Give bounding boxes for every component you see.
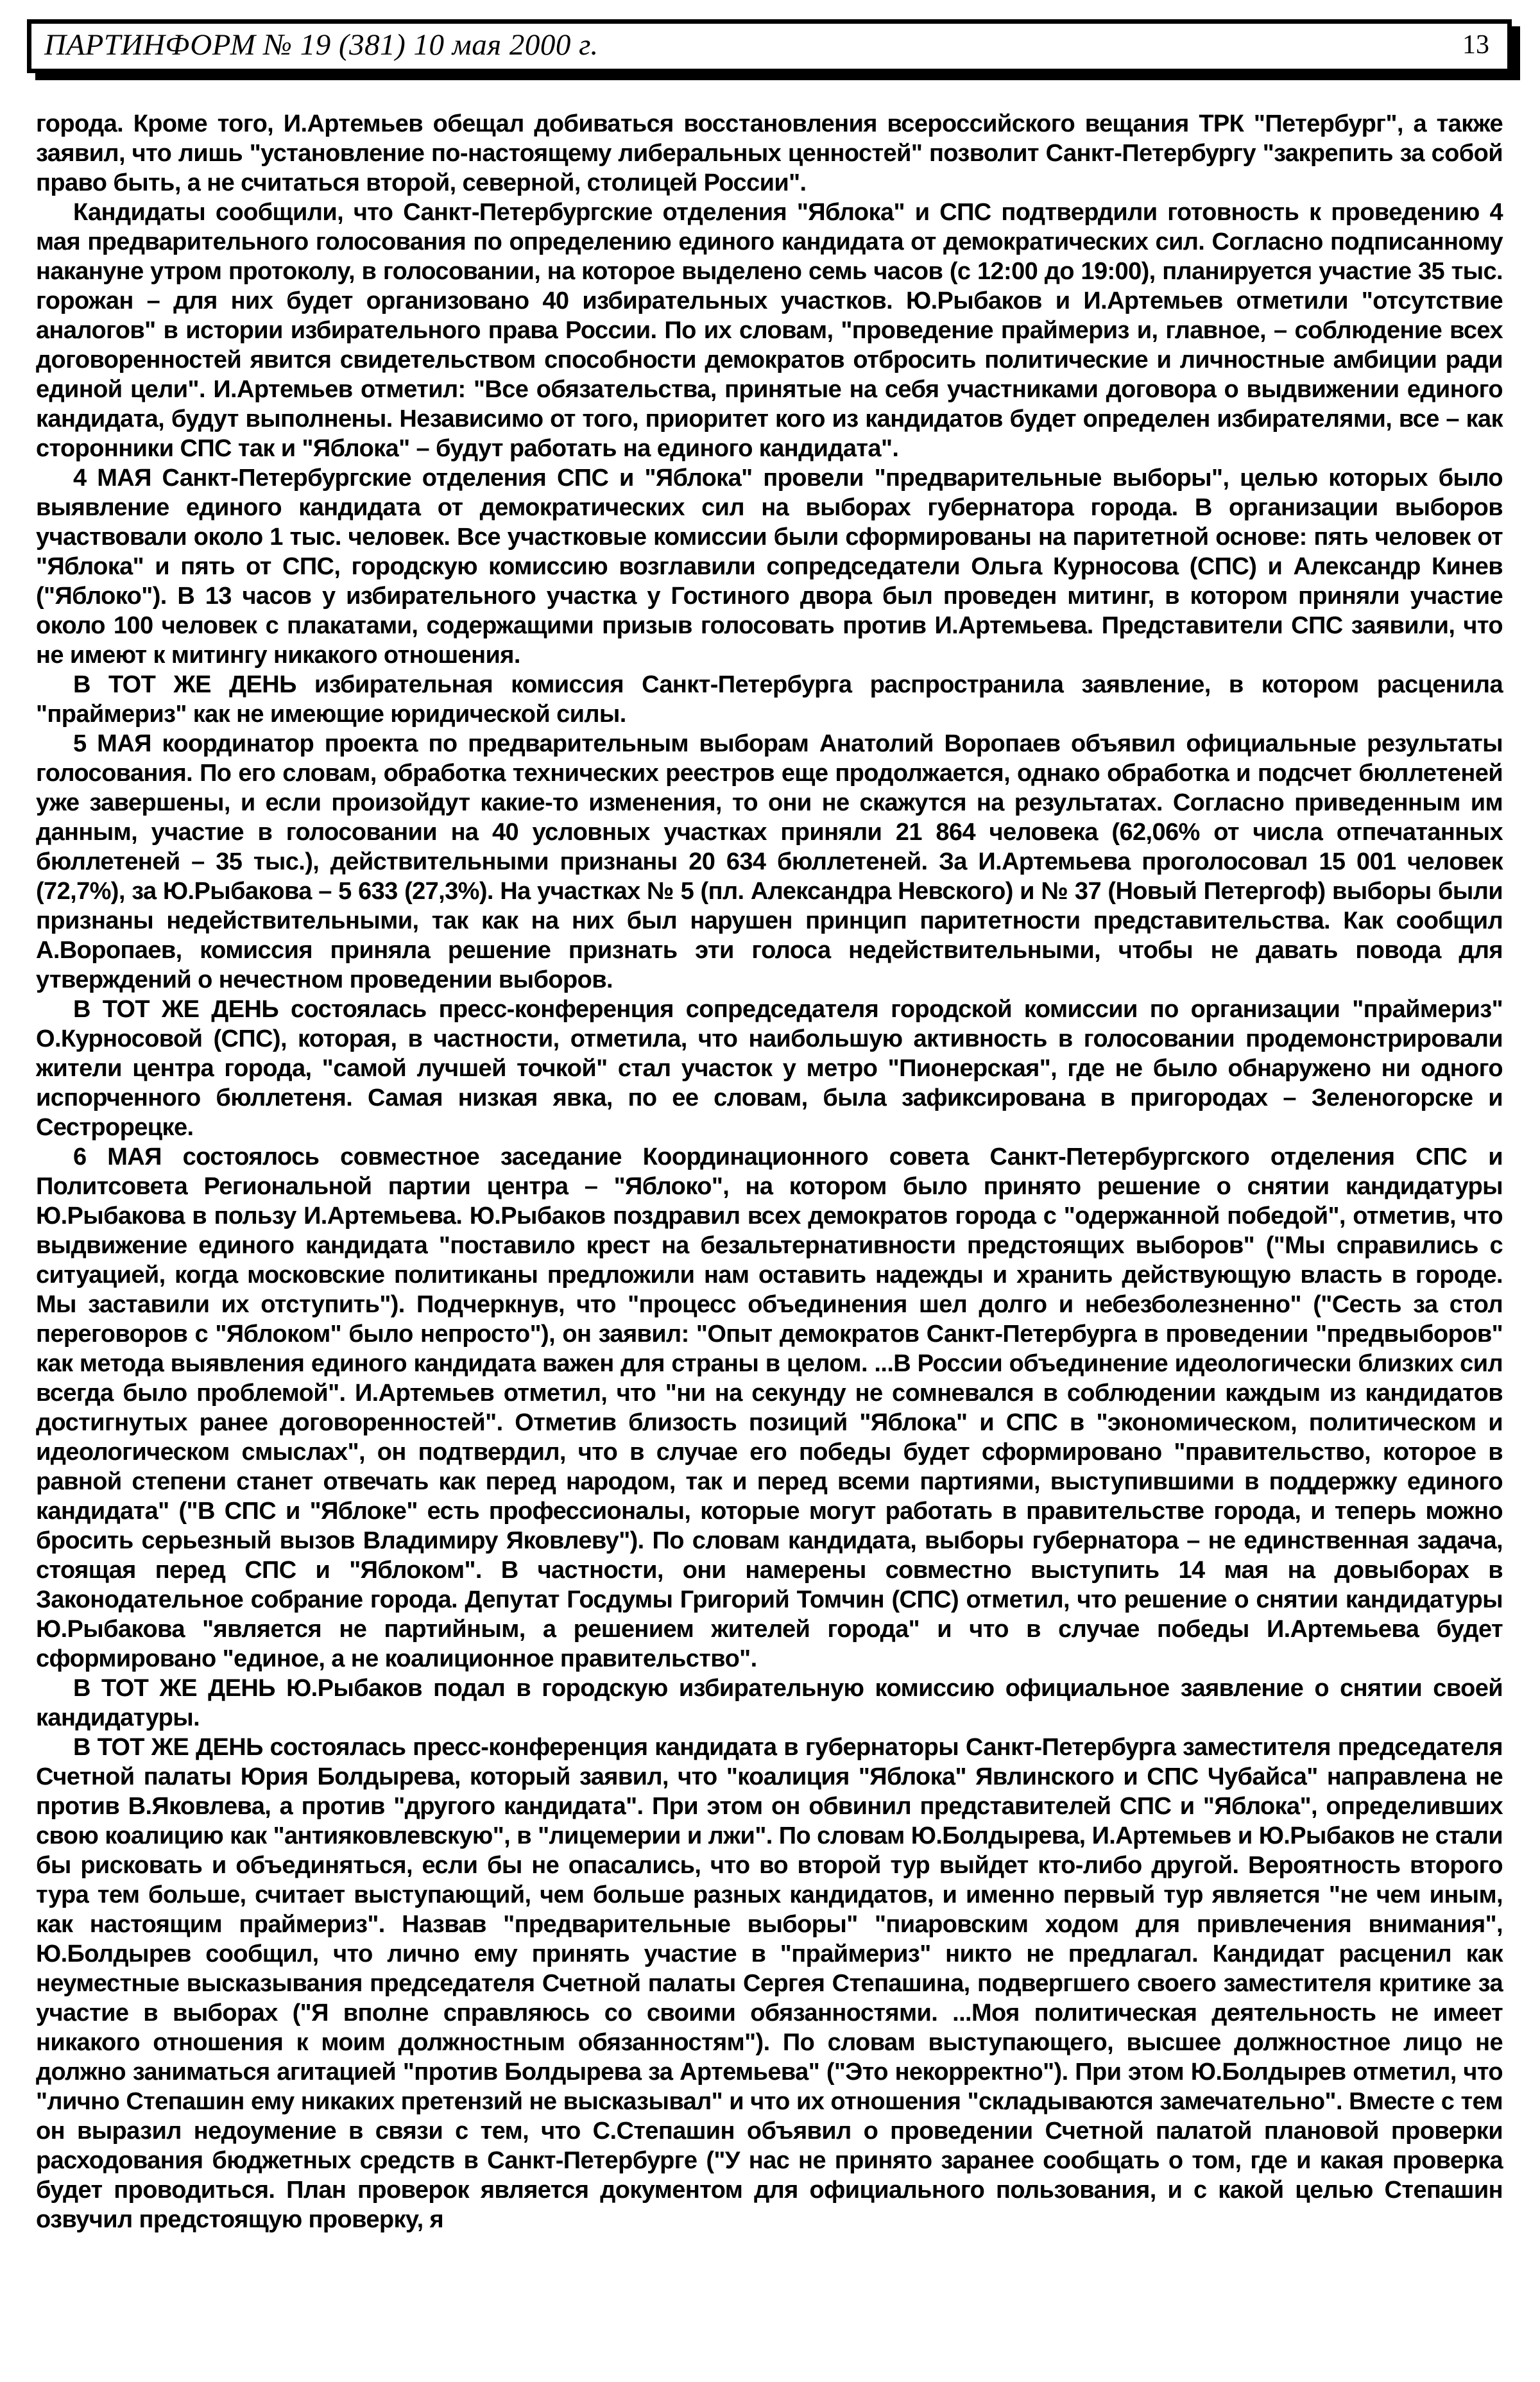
paragraph: В ТОТ ЖЕ ДЕНЬ избирательная комиссия Санкт-Петербурга распространила заявление, в котором расценила "праймериз" как не имеющие юридической силы.: [36, 671, 1503, 728]
masthead-box: [27, 19, 1512, 73]
paragraph: В ТОТ ЖЕ ДЕНЬ Ю.Рыбаков подал в городскую избирательную комиссию официальное заявление о снятии своей кандидатуры.: [36, 1675, 1503, 1731]
paragraph: 4 МАЯ Санкт-Петербургские отделения СПС и "Яблока" провели "предварительные выборы", целью которых было выявление единого кандидата от демократических сил на выборах губернатора города. В организации выборов участвовали около 1 тыс. человек. Все участковые комиссии были сформированы на паритетной основе: пять человек от "Яблока" и пять от СПС, городскую комиссию возглавили сопредседатели Ольга Курносова (СПС) и Александр Кинев ("Яблоко"). В 13 часов у избирательного участка у Гостиного двора был проведен митинг, в котором приняли участие около 100 человек с плакатами, содержащими призыв голосовать против И.Артемьева. Представители СПС заявили, что не имеют к митингу никакого отношения.: [36, 465, 1503, 669]
paragraph: 5 МАЯ координатор проекта по предварительным выборам Анатолий Воропаев объявил официальные результаты голосования. По его словам, обработка технических реестров еще продолжается, однако обработка и подсчет бюллетеней уже завершены, и если произойдут какие-то изменения, то они не скажутся на результатах. Согласно приведенным им данным, участие в голосовании на 40 условных участках приняли 21 864 человека (62,06% от числа отпечатанных бюллетеней – 35 тыс.), действительными признаны 20 634 бюллетеней. За И.Артемьева проголосовал 15 001 человек (72,7%), за Ю.Рыбакова – 5 633 (27,3%). На участках № 5 (пл. Александра Невского) и № 37 (Новый Петергоф) выборы были признаны недействительными, так как на них был нарушен принцип паритетности представительства. Как сообщил А.Воропаев, комиссия приняла решение признать эти голоса недействительными, чтобы не давать повода для утверждений о нечестном проведении выборов.: [36, 730, 1503, 993]
paragraph: города. Кроме того, И.Артемьев обещал добиваться восстановления всероссийского вещания ТРК "Петербург", а также заявил, что лишь "установление по-настоящему либеральных ценностей" позволит Санкт-Петербургу "закрепить за собой право быть, а не считаться второй, северной, столицей России".: [36, 110, 1503, 196]
masthead: [0, 19, 1540, 73]
paragraph: Кандидаты сообщили, что Санкт-Петербургские отделения "Яблока" и СПС подтвердили готовность к проведению 4 мая предварительного голосования по определению единого кандидата от демократических сил. Согласно подписанному накануне утром протоколу, в голосовании, на которое выделено семь часов (с 12:00 до 19:00), планируется участие 35 тыс. горожан – для них будет организовано 40 избирательных участков. Ю.Рыбаков и И.Артемьев отметили "отсутствие аналогов" в истории избирательного права России. По их словам, "проведение праймериз и, главное, – соблюдение всех договоренностей явится свидетельством способности демократов отбросить политические и личностные амбиции ради единой цели". И.Артемьев отметил: "Все обязательства, принятые на себя участниками договора о выдвижении единого кандидата, будут выполнены. Независимо от того, приоритет кого из кандидатов будет определен избирателями, все – как сторонники СПС так и "Яблока" – будут работать на единого кандидата".: [36, 199, 1503, 462]
paragraph: В ТОТ ЖЕ ДЕНЬ состоялась пресс-конференция кандидата в губернаторы Санкт-Петербурга заместителя председателя Счетной палаты Юрия Болдырева, который заявил, что "коалиция "Яблока" Явлинского и СПС Чубайса" направлена не против В.Яковлева, а против "другого кандидата". При этом он обвинил представителей СПС и "Яблока", определивших свою коалицию как "антияковлевскую", в "лицемерии и лжи". По словам Ю.Болдырева, И.Артемьев и Ю.Рыбаков не стали бы рисковать и объединяться, если бы не опасались, что во второй тур выйдет кто-либо другой. Вероятность второго тура тем больше, считает выступающий, чем больше разных кандидатов, и именно первый тур является "не чем иным, как настоящим праймериз". Назвав "предварительные выборы" "пиаровским ходом для привлечения внимания", Ю.Болдырев сообщил, что лично ему принять участие в "праймериз" никто не предлагал. Кандидат расценил как неуместные высказывания председателя Счетной палаты Сергея Степашина, подвергшего своего заместителя критике за участие в выборах ("Я вполне справляюсь со своими обязанностями. ...Моя политическая деятельность не имеет никакого отношения к моим должностным обязанностям"). По словам выступающего, высшее должностное лицо не должно заниматься агитацией "против Болдырева за Артемьева" ("Это некорректно"). При этом Ю.Болдырев отметил, что "лично Степашин ему никаких претензий не высказывал" и что их отношения "складываются замечательно". Вместе с тем он выразил недоумение в связи с тем, что С.Степашин объявил о проведении Счетной палатой плановой проверки расходования бюджетных средств в Санкт-Петербурге ("У нас не принято заранее сообщать о том, где и какая проверка будет проводиться. План проверок является документом для официального пользования, и с какой целью Степашин озвучил предстоящую проверку, я: [36, 1734, 1503, 2233]
paragraph: 6 МАЯ состоялось совместное заседание Координационного совета Санкт-Петербургского отделения СПС и Политсовета Региональной партии центра – "Яблоко", на котором было принято решение о снятии кандидатуры Ю.Рыбакова в пользу И.Артемьева. Ю.Рыбаков поздравил всех демократов города с "одержанной победой", отметив, что выдвижение единого кандидата "поставило крест на безальтернативности предстоящих выборов" ("Мы справились с ситуацией, когда московские политиканы предложили нам оставить надежды и хранить действующую власть в городе. Мы заставили их отступить"). Подчеркнув, что "процесс объединения шел долго и небезболезненно" ("Сесть за стол переговоров с "Яблоком" было непросто"), он заявил: "Опыт демократов Санкт-Петербурга в проведении "предвыборов" как метода выявления единого кандидата важен для страны в целом. ...В России объединение идеологически близких сил всегда было проблемой". И.Артемьев отметил, что "ни на секунду не сомневался в соблюдении каждым из кандидатов достигнутых ранее договоренностей". Отметив близость позиций "Яблока" и СПС в "экономическом, политическом и идеологическом смыслах", он подтвердил, что в случае его победы будет сформировано "правительство, которое в равной степени станет отвечать как перед народом, так и перед всеми партиями, выступившими в поддержку единого кандидата" ("В СПС и "Яблоке" есть профессионалы, которые могут работать в правительстве города, и теперь можно бросить серьезный вызов Владимиру Яковлеву"). По словам кандидата, выборы губернатора – не единственная задача, стоящая перед СПС и "Яблоком". В частности, они намерены совместно выступить 14 мая на довыборах в Законодательное собрание города. Депутат Госдумы Григорий Томчин (СПС) отметил, что решение о снятии кандидатуры Ю.Рыбакова "является не партийным, а решением жителей города" и что в случае победы И.Артемьева будет сформировано "единое, а не коалиционное правительство".: [36, 1144, 1503, 1672]
article-body: [0, 73, 1540, 2234]
newsletter-title: ПАРТИНФОРМ № 19 (381) 10 мая 2000 г.: [44, 28, 599, 62]
paragraph: В ТОТ ЖЕ ДЕНЬ состоялась пресс-конференция сопредседателя городской комиссии по организации "праймериз" О.Курносовой (СПС), которая, в частности, отметила, что наибольшую активность в голосовании продемонстрировали жители центра города, "самой лучшей точкой" стал участок у метро "Пионерская", где не было обнаружено ни одного испорченного бюллетеня. Самая низкая явка, по ее словам, была зафиксирована в пригородах – Зеленогорске и Сестрорецке.: [36, 996, 1503, 1141]
page-number: 13: [1462, 30, 1489, 60]
